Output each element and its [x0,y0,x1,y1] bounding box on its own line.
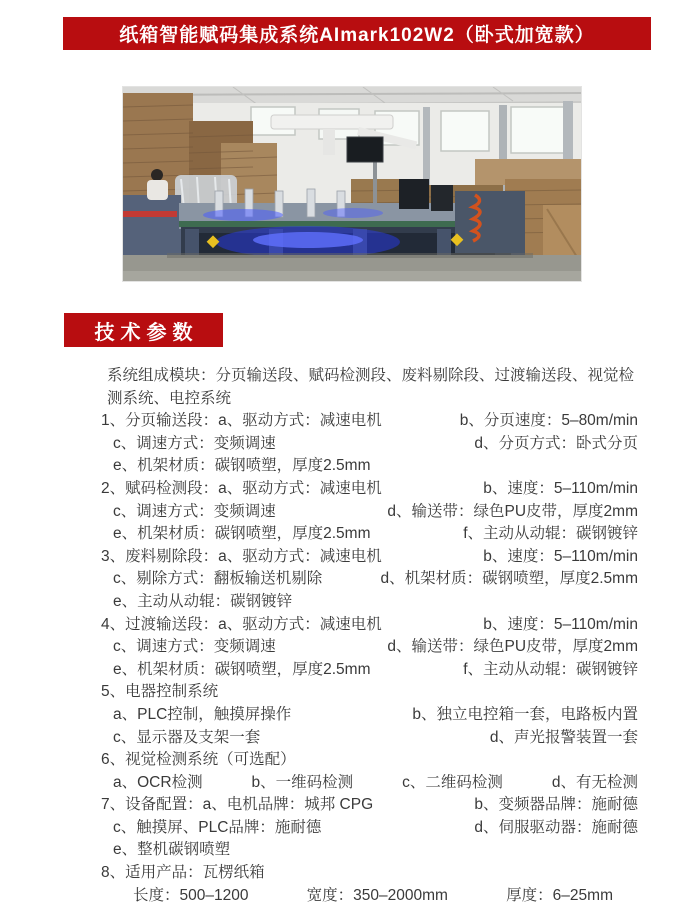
spec-text-left: 8、适用产品：瓦楞纸箱 [101,864,265,882]
spec-text-right: b、速度：5–110m/min [483,479,638,497]
spec-text-left: e、机架材质：碳钢喷塑，厚度2.5mm [113,660,371,678]
spec-row [95,455,638,478]
spec-text-left: c、触摸屏、PLC品牌：施耐德 [113,818,322,836]
spec-text-left: c、剔除方式：翻板输送机剔除 [113,570,323,588]
spec-text-left: c、调速方式：变频调速 [113,502,276,520]
spec-cell: d、有无检测 [551,773,638,791]
spec-row [95,591,638,614]
spec-cell: c、二维码检测 [402,773,503,791]
spec-row [95,659,638,682]
spec-cell: a、OCR检测 [113,773,203,791]
spec-row [95,388,638,411]
spec-row [95,410,638,433]
spec-text-right: d、机架材质：碳钢喷塑，厚度2.5mm [380,570,638,588]
spec-text-right: b、速度：5–110m/min [483,615,638,633]
spec-text-left: c、调速方式：变频调速 [113,434,276,452]
factory-photo-illustration [123,87,581,281]
spec-row [95,681,638,704]
spec-text-left: c、调速方式：变频调速 [113,638,276,656]
spec-row [95,523,638,546]
spec-row [95,749,638,772]
spec-cell: 厚度：6–25mm [506,886,613,904]
spec-row [95,478,638,501]
spec-text-right: d、分页方式：卧式分页 [474,434,638,452]
spec-text-right: d、伺服驱动器：施耐德 [474,818,638,836]
spec-row [95,862,638,885]
spec-text-right: f、主动从动辊：碳钢镀锌 [463,525,638,543]
spec-text-right: f、主动从动辊：碳钢镀锌 [463,660,638,678]
spec-text-left: c、显示器及支架一套 [113,728,261,746]
spec-text-left: 6、视觉检测系统（可选配） [101,751,296,769]
spec-text-left: 系统组成模块：分页输送段、赋码检测段、废料剔除段、过渡输送段、视觉检 [107,367,635,384]
spec-text-left: a、PLC控制，触摸屏操作 [113,705,292,723]
section-header-label: 技术参数 [94,321,199,344]
spec-text-right: d、输送带：绿色PU皮带，厚度2mm [387,638,638,656]
spec-text-left: 3、废料剔除段：a、驱动方式：减速电机 [101,547,382,565]
product-title-bar [63,17,651,50]
specs-list [95,365,638,907]
spec-text-left: e、机架材质：碳钢喷塑，厚度2.5mm [113,457,371,475]
spec-row [95,365,638,388]
spec-row [95,704,638,727]
spec-row [95,817,638,840]
spec-text-left: e、整机碳钢喷塑 [113,841,231,859]
spec-cell: 长度：500–1200 [133,886,249,904]
spec-text-left: 2、赋码检测段：a、驱动方式：减速电机 [101,479,382,497]
spec-row [95,794,638,817]
spec-text-right: d、输送带：绿色PU皮带，厚度2mm [387,502,638,520]
spec-text-right: b、速度：5–110m/min [483,547,638,565]
spec-text-left: 1、分页输送段：a、驱动方式：减速电机 [101,412,382,430]
spec-row [95,885,613,908]
spec-row [95,636,638,659]
spec-cell: b、一维码检测 [251,773,354,791]
spec-text-left: 测系统、电控系统 [107,389,232,407]
spec-text-left: e、主动从动辊：碳钢镀锌 [113,592,293,610]
spec-cell: 宽度：350–2000mm [306,886,448,904]
spec-row [95,614,638,637]
spec-text-left: 5、电器控制系统 [101,683,219,701]
spec-row [95,568,638,591]
spec-text-right: b、变频器品牌：施耐德 [474,796,638,814]
spec-text-left: e、机架材质：碳钢喷塑，厚度2.5mm [113,525,371,543]
spec-row [95,433,638,456]
product-title: 纸箱智能赋码集成系统AImark102W2（卧式加宽款） [119,25,595,46]
spec-text-right: d、声光报警装置一套 [489,728,638,746]
spec-text-left: 7、设备配置：a、电机品牌：城邦 CPG [101,796,374,814]
spec-text-right: b、独立电控箱一套，电路板内置 [412,705,638,723]
spec-text-right: b、分页速度：5–80m/min [459,412,638,430]
spec-row [95,546,638,569]
spec-row [95,839,638,862]
machine-photo [122,86,582,282]
spec-row [95,727,638,750]
spec-text-left: 4、过渡输送段：a、驱动方式：减速电机 [101,615,382,633]
spec-row [95,501,638,524]
section-header [64,313,223,347]
spec-row [95,772,638,795]
